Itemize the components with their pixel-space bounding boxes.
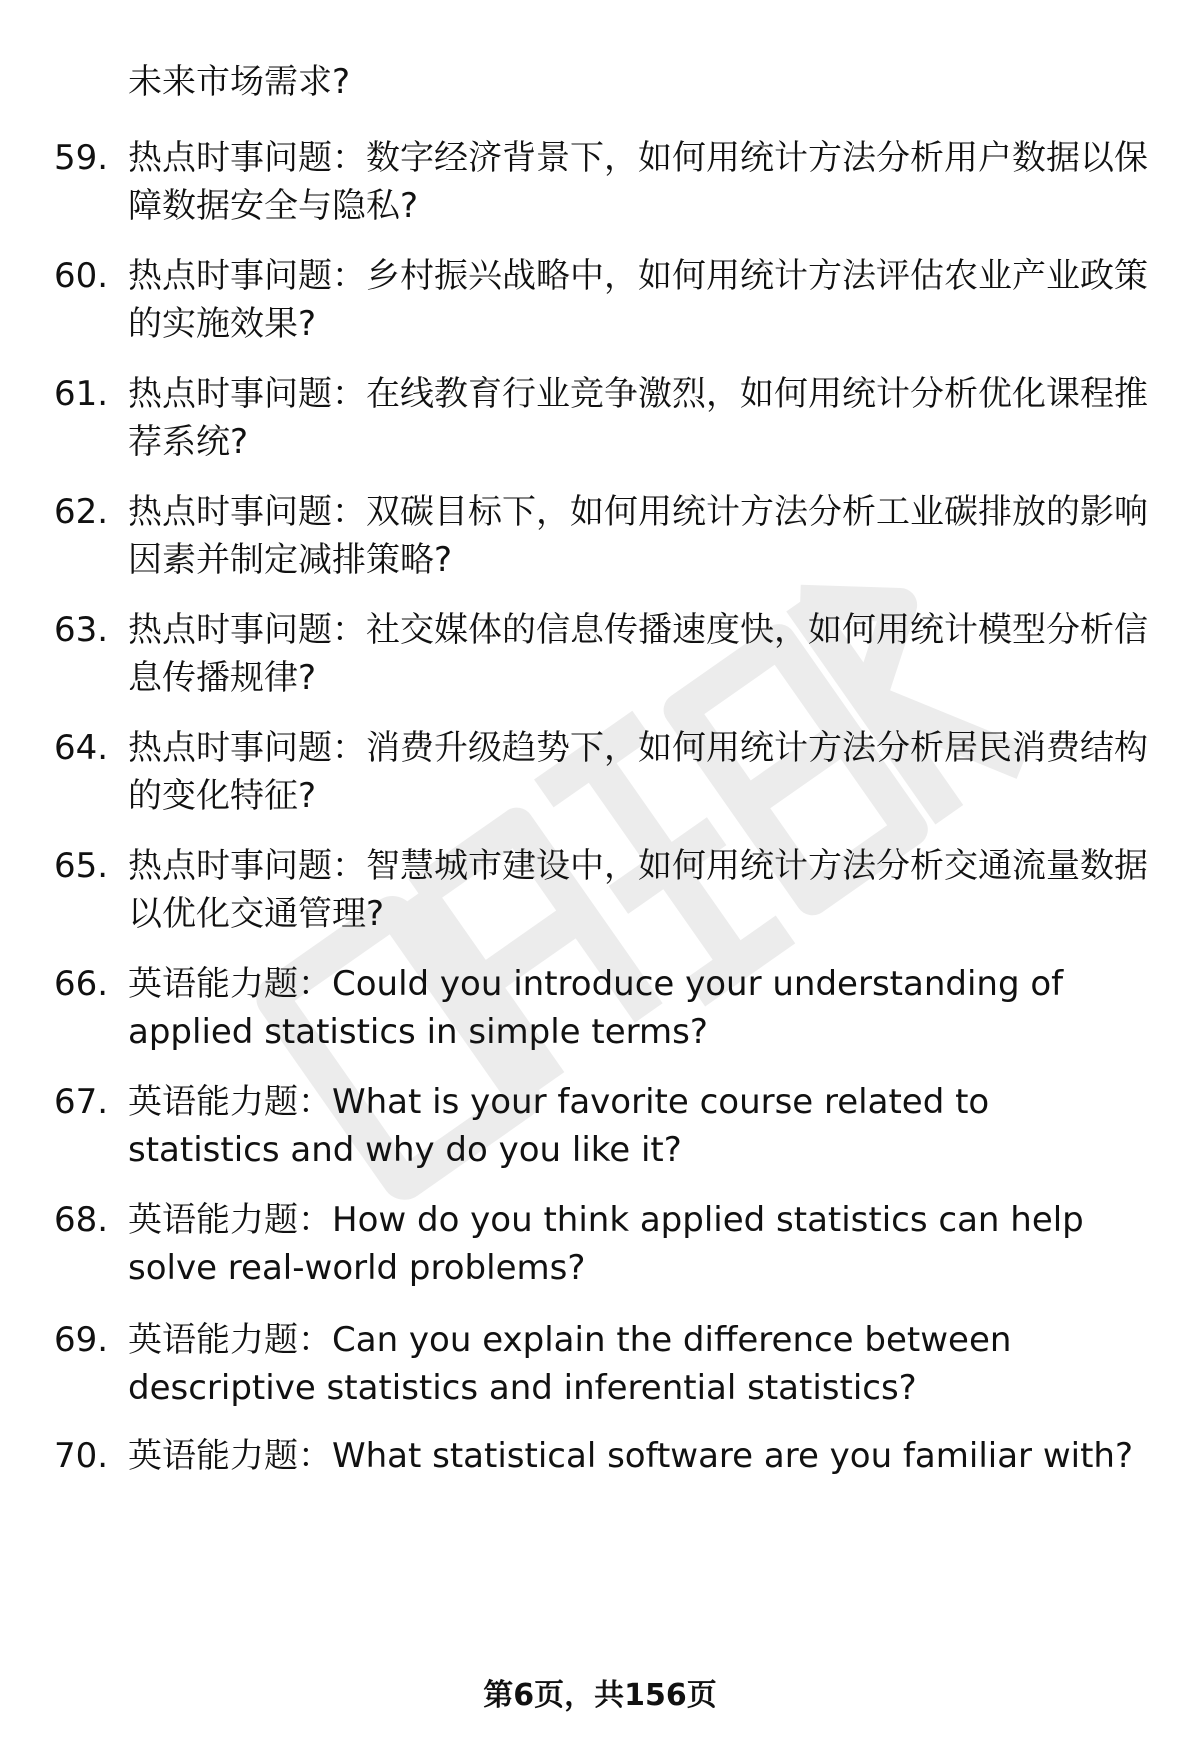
page-footer: 第6页，共156页 xyxy=(483,1678,717,1713)
question-text: 热点时事问题：社交媒体的信息传播速度快，如何用统计模型分析信息传播规律? xyxy=(128,610,1148,698)
question-text: 英语能力题：How do you think applied statistics can help solve real-world problems? xyxy=(128,1200,1084,1288)
question-number: 69. xyxy=(54,1320,109,1360)
question-text: 英语能力题：Can you explain the difference between descriptive statistics and inferential statistics? xyxy=(128,1320,1012,1408)
question-number: 70. xyxy=(54,1436,109,1476)
question-number: 59. xyxy=(54,138,109,178)
question-number: 63. xyxy=(54,610,109,650)
question-number: 61. xyxy=(54,374,109,414)
question-number: 67. xyxy=(54,1082,109,1122)
question-number: 60. xyxy=(54,256,109,296)
question-number: 66. xyxy=(54,964,109,1004)
question-number: 68. xyxy=(54,1200,109,1240)
question-number: 65. xyxy=(54,846,109,886)
question-text: 热点时事问题：在线教育行业竞争激烈，如何用统计分析优化课程推荐系统? xyxy=(128,374,1148,462)
question-text: 热点时事问题：智慧城市建设中，如何用统计方法分析交通流量数据以优化交通管理? xyxy=(128,846,1148,934)
question-text: 英语能力题：What statistical software are you familiar with? xyxy=(128,1436,1134,1476)
question-text: 热点时事问题：消费升级趋势下，如何用统计方法分析居民消费结构的变化特征? xyxy=(128,728,1148,816)
question-text: 热点时事问题：乡村振兴战略中，如何用统计方法评估农业产业政策的实施效果? xyxy=(128,256,1148,344)
continued-question-text: 未来市场需求? xyxy=(128,62,351,102)
question-text: 英语能力题：What is your favorite course related to statistics and why do you like it? xyxy=(128,1082,990,1170)
question-number: 62. xyxy=(54,492,109,532)
question-text: 英语能力题：Could you introduce your understanding of applied statistics in simple terms? xyxy=(128,964,1064,1052)
question-number: 64. xyxy=(54,728,109,768)
question-text: 热点时事问题：双碳目标下，如何用统计方法分析工业碳排放的影响因素并制定减排策略? xyxy=(128,492,1148,580)
question-text: 热点时事问题：数字经济背景下，如何用统计方法分析用户数据以保障数据安全与隐私? xyxy=(128,138,1148,226)
